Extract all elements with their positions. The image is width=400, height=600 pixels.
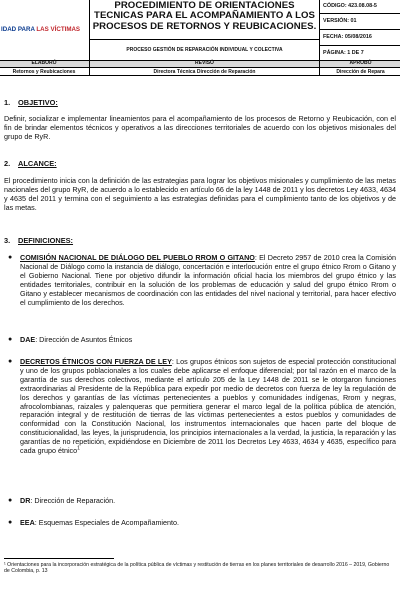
bullet-icon: ● bbox=[8, 519, 13, 526]
definition-text: : El Decreto 2957 de 2010 crea la Comisión Nacional de Diálogo como la instancia de diálogo, concertación e interlocución entre el grupo étnico Rrom o Gitano y el Gobierno Nacional. Tiene por objetivo difundir la información oficial hacia los miembros del grupo étnico y las entidades territoriales, contribuir en la solución de los problemas de educación y salud del grupo étnico Rrom o Gitano y establecer mecanismos de coordinación con las entidades del nivel nacional y territorial, para hacer efectivo el cumplimiento de los derechos. bbox=[20, 253, 396, 307]
section-title: ALCANCE: bbox=[18, 159, 57, 168]
reviso-label: REVISÓ bbox=[195, 60, 214, 66]
definition-term: DECRETOS ÉTNICOS CON FUERZA DE LEY bbox=[20, 357, 172, 366]
title-cell bbox=[89, 0, 320, 40]
section-number: 2. bbox=[4, 159, 11, 168]
section-title: DEFINICIONES: bbox=[18, 236, 74, 245]
page-cell bbox=[319, 45, 400, 61]
unidad-victimas-logo bbox=[1, 26, 80, 33]
document-version: VERSIÓN: 01 bbox=[323, 18, 357, 24]
process-cell bbox=[89, 39, 320, 61]
page-number: PÁGINA: 1 DE 7 bbox=[323, 50, 364, 56]
definition-term: EEA bbox=[20, 518, 35, 527]
code-cell bbox=[319, 0, 400, 14]
aprobo-cell bbox=[319, 60, 400, 76]
definition-item bbox=[8, 519, 396, 528]
alcance-paragraph: El procedimiento inicia con la definición de las estrategias para lograr los objetivos misionales y cumplimiento de las metas nacionales del grupo RyR, de acuerdo a lo establecido en artículo 66 de la ley 1448 de 2011 y los decretos Ley 4633, 4634 y 4635 del 2011 y termina con el seguimiento a las estrategias definidas para el cumplimiento tanto de los objetivos y de las metas. bbox=[4, 176, 396, 212]
footnote-text: ¹ Orientaciones para la incorporación estratégica de la política pública de víctimas y restitución de tierras en los planes territoriales de desarrollo 2016 – 2019, Gobierno de Colombia, p. 13 bbox=[4, 562, 390, 575]
definition-text: : Los grupos étnicos son sujetos de especial protección constitucional y uno de los grupos poblacionales a los cuales debe aplicarse el enfoque diferencial; por tal razón en el marco de la garantía de sus derechos colectivos, mediante el artículo 205 de la Ley 1448 de 2011 se le otorgaron funciones extraordinarias al Presidente de la República para expedir por medio de decretos con fuerza de ley la regulación de los derechos y garantías de las víctimas pertenecientes a pueblos y comunidades indígenas, Rrom y negras, afrocolombianas, raizales y palenqueras que permitiera generar el marco legal de la política pública de atención, reparación integral y de restitución de tierras de las víctimas pertenecientes a estos pueblos y comunidades de conformidad con la Constitución Nacional, los instrumentos internacionales que hacen parte del bloque de constitucionalidad, las leyes, la jurisprudencia, los principios internacionales a la verdad, la justicia, la reparación y las garantías de no repetición, expidiéndose en Diciembre de 2011 los Decretos Ley 4633, 4634 y 4635, específico para cada grupo étnico bbox=[20, 357, 396, 456]
logo-cell bbox=[0, 0, 90, 61]
definition-term: DAE bbox=[20, 335, 36, 344]
elaboro-value: Retornos y Reubicaciones bbox=[12, 69, 76, 75]
version-cell bbox=[319, 13, 400, 30]
definition-text: : Dirección de Reparación. bbox=[30, 496, 116, 505]
footnote-mark: 1 bbox=[77, 445, 80, 452]
definition-item bbox=[8, 254, 396, 307]
bullet-icon: ● bbox=[8, 497, 13, 504]
section-number: 1. bbox=[4, 98, 11, 107]
section-definiciones-heading bbox=[4, 236, 73, 245]
footnote-divider bbox=[4, 558, 114, 559]
bullet-icon: ● bbox=[8, 336, 13, 343]
reviso-value: Directora Técnica Dirección de Reparación bbox=[153, 69, 256, 75]
objetivo-paragraph: Definir, socializar e implementar lineamientos para el acompañamiento de los procesos de Retorno y Reubicación, con el fin de brindar elementos técnicos y operativos a las direcciones territoriales de acuerdo con los objetivos misionales del grupo de RyR. bbox=[4, 114, 396, 141]
aprobo-value: Dirección de Repara bbox=[336, 69, 385, 75]
bullet-icon: ● bbox=[8, 254, 13, 261]
elaboro-label: ELABORÓ bbox=[31, 60, 57, 66]
date-cell bbox=[319, 29, 400, 46]
document-title: PROCEDIMIENTO DE ORIENTACIONES TECNICAS PARA EL ACOMPAÑAMIENTO A LOS PROCESOS DE RETORNOS Y REUBICACIONES. bbox=[92, 0, 317, 32]
section-title: OBJETIVO: bbox=[18, 98, 58, 107]
reviso-cell bbox=[89, 60, 320, 76]
process-name: PROCESO GESTIÓN DE REPARACIÓN INDIVIDUAL Y COLECTIVA bbox=[126, 47, 283, 53]
logo-text-a: IDAD PARA bbox=[1, 26, 37, 33]
document-code: CÓDIGO: 423.08.08-5 bbox=[323, 3, 377, 9]
bullet-icon: ● bbox=[8, 358, 13, 365]
logo-text-b: LAS VÍCTIMAS bbox=[36, 26, 81, 33]
approval-row bbox=[0, 60, 400, 76]
definition-text: : Esquemas Especiales de Acompañamiento. bbox=[34, 518, 180, 527]
section-number: 3. bbox=[4, 236, 11, 245]
section-alcance-heading bbox=[4, 159, 57, 168]
section-objetivo-heading bbox=[4, 98, 58, 107]
definition-text: : Dirección de Asuntos Étnicos bbox=[35, 335, 133, 344]
elaboro-cell bbox=[0, 60, 90, 76]
aprobo-label: APROBÓ bbox=[349, 60, 372, 66]
definition-term: COMISIÓN NACIONAL DE DIÁLOGO DEL PUEBLO RROM O GITANO bbox=[20, 253, 255, 262]
document-date: FECHA: 05/08/2016 bbox=[323, 34, 372, 40]
definition-item bbox=[8, 497, 396, 506]
definition-item bbox=[8, 336, 396, 345]
definition-item bbox=[8, 358, 396, 456]
definition-term: DR bbox=[20, 496, 31, 505]
